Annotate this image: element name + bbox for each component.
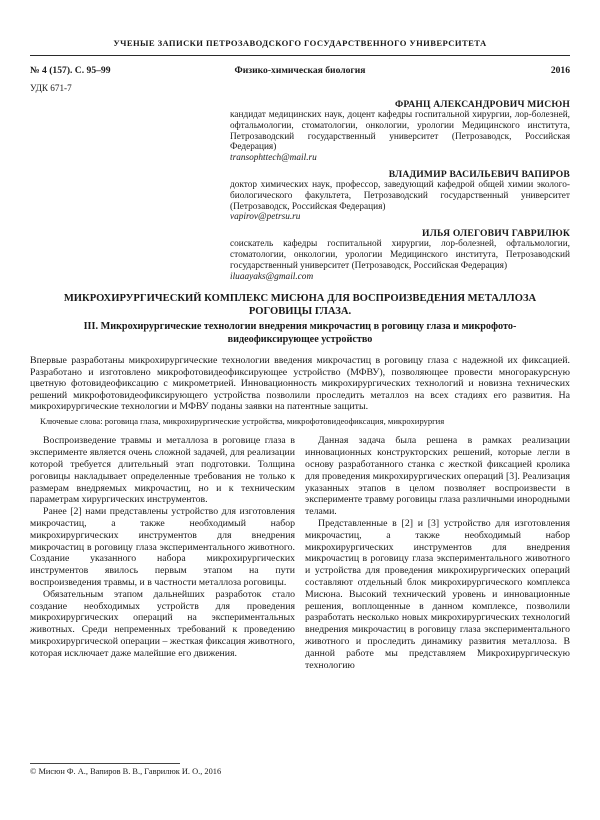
- udc-label: УДК 671-7: [30, 83, 72, 93]
- journal-header-title: УЧЕНЫЕ ЗАПИСКИ ПЕТРОЗАВОДСКОГО ГОСУДАРСТВЕННОГО УНИВЕРСИТЕТА: [113, 38, 487, 48]
- copyright-text: © Мисюн Ф. А., Вапиров В. В., Гаврилюк И. О., 2016: [30, 767, 222, 776]
- abstract-text: Впервые разработаны микрохирургические технологии введения микрочастиц в роговицу глаза с надежной их фиксацией. Разработано и изготовлено микрофотовидеофиксирующее устройство (МФВУ), позволяющее провести многоракурсную цветную фотовидеофиксацию с микрометрией. Инновационность микрохирургических технологий и новизна технических решений микрофотовидеофиксирующего устройства позволили проследить металлоз на всех стадиях его развития. На микрохирургические технологии и МФВУ поданы заявки на патентные защиты.: [30, 355, 570, 412]
- paragraph: Обязательным этапом дальнейших разработок стало создание необходимых устройств для проведения микрохирургических операций на экспериментальных животных. Среди непременных требований к проведению микрохирургической операции – жесткая фиксация животного, которая исключает даже малейшие его движения.: [30, 588, 295, 659]
- authors-block: [230, 99, 570, 282]
- body-columns: [30, 435, 570, 671]
- author-name: ИЛЬЯ ОЛЕГОВИЧ ГАВРИЛЮК: [422, 228, 570, 240]
- header-rule: [30, 55, 570, 56]
- author-block: [230, 228, 570, 282]
- page-footer: [30, 763, 300, 776]
- author-email: iluaayaks@gmail.com: [230, 271, 314, 282]
- author-name: ВЛАДИМИР ВАСИЛЬЕВИЧ ВАПИРОВ: [388, 168, 570, 180]
- article-title: МИКРОХИРУРГИЧЕСКИЙ КОМПЛЕКС МИСЮНА ДЛЯ ВОСПРОИЗВЕДЕНИЯ МЕТАЛЛОЗА РОГОВИЦЫ ГЛАЗА.: [63, 293, 537, 318]
- body-right-column: [305, 435, 570, 671]
- article-subtitle: III. Микрохирургические технологии внедрения микрочастиц в роговицу глаза и микрофото-видеофиксирующее устройство: [83, 321, 517, 345]
- author-affiliation: доктор химических наук, профессор, заведующий кафедрой общей химии эколого-биологического факультета, Петрозаводский государственный университет (Петрозаводск, Российская Федерация): [230, 179, 570, 212]
- paragraph: Воспроизведение травмы и металлоза в роговице глаза в эксперименте является очень сложной задачей, для реализации которой требуется длительный этап подготовки. Толщина роговицы накладывает определенные требования не только к размерам внедряемых микрочастиц, но и к техническим параметрам хирургических инструментов.: [30, 435, 295, 506]
- year-label: 2016: [550, 65, 570, 76]
- issue-number: № 4 (157). С. 95–99: [30, 65, 111, 76]
- section-label: Физико-химическая биология: [234, 65, 366, 76]
- paragraph: Данная задача была решена в рамках реализации инновационных конструкторских решений, которые легли в основу разработанного станка с жесткой фиксацией кролика для проведения микрохирургических операций [3]. Реализация указанных этапов в целом позволяет воспроизвести в эксперименте травму роговицы глаза различными инородными телами.: [305, 435, 570, 518]
- issue-row: [30, 65, 570, 76]
- author-email: vapirov@petrsu.ru: [230, 212, 301, 223]
- author-block: [230, 99, 570, 164]
- author-name: ФРАНЦ АЛЕКСАНДРОВИЧ МИСЮН: [394, 99, 570, 110]
- footnote-rule: [30, 763, 180, 764]
- author-email: transophttech@mail.ru: [230, 153, 317, 164]
- body-left-column: [30, 435, 295, 671]
- author-block: [230, 169, 570, 223]
- paragraph: Ранее [2] нами представлены устройство для изготовления микрочастиц, а также необходимый набор микрохирургических инструментов для внедрения микрочастиц в роговицу глаза экспериментального животного. Создание указанного набора микрохирургических инструментов явилось первым этапом на пути воспроизведения травмы, и в частности металлоза роговицы.: [30, 506, 295, 588]
- author-affiliation: соискатель кафедры госпитальной хирургии, лор-болезней, офтальмологии, стоматологии, онкологии, урологии Медицинского института, Петрозаводский государственный университет (Петрозаводск, Российская Федерация): [230, 239, 570, 271]
- keywords-text: Ключевые слова: роговица глаза, микрохирургические устройства, микрофотовидеофиксация, микрохирургия: [40, 416, 445, 427]
- author-affiliation: кандидат медицинских наук, доцент кафедры госпитальной хирургии, лор-болезней, офтальмологии, стоматологии, онкологии, урологии Медицинского института, Петрозаводский государственный университет (Петрозаводск, Российская Федерация): [230, 110, 570, 153]
- paragraph: Представленные в [2] и [3] устройство для изготовления микрочастиц, а также необходимый набор микрохирургических инструментов для внедрения микрочастиц в роговицу глаза экспериментального животного и устройства для проведения микрохирургических операций составляют отдельный блок микрохирургического комплекса Мисюна. Высокий технический уровень и инновационные решения, воплощенные в данном комплексе, позволили разработать несколько новых микрохирургических технологий внедрения микрочастиц в роговицу глаза экспериментального животного и проследить динамику развития металлоза. В данной работе мы представляем Микрохирургическую технологию: [305, 517, 570, 671]
